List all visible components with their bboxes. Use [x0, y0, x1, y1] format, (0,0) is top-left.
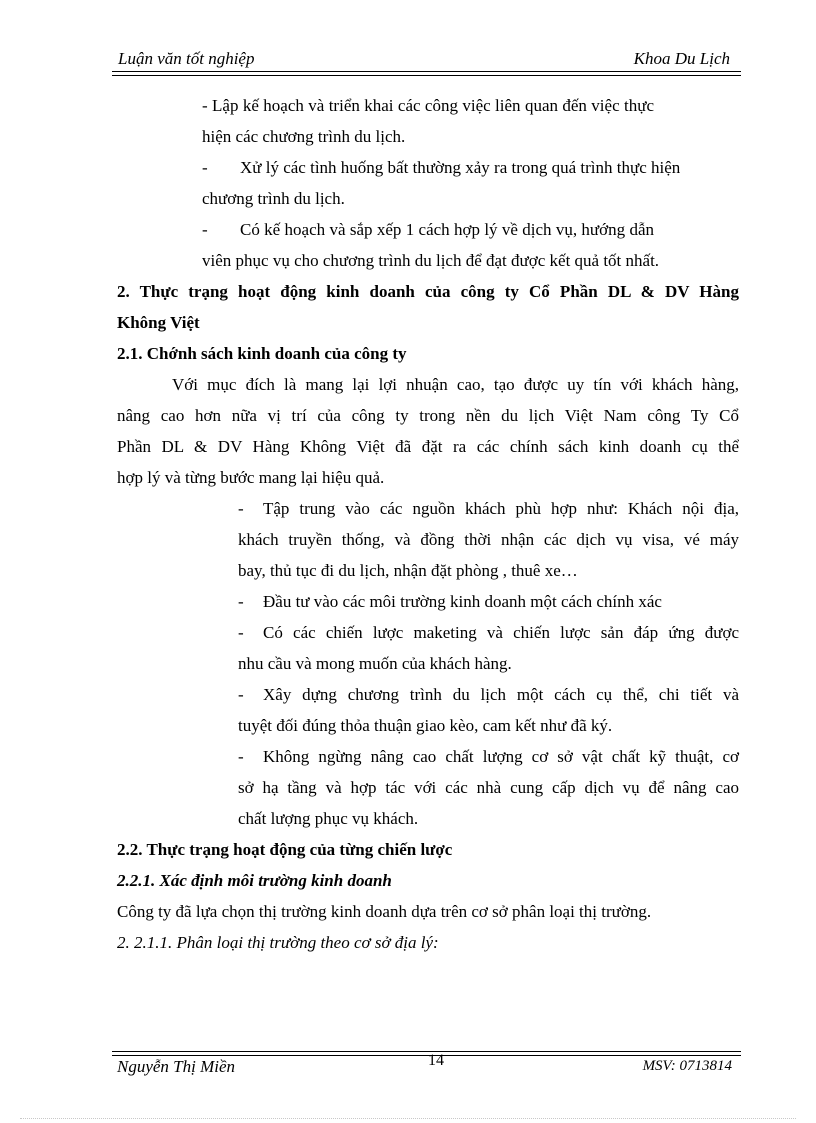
- policy-item-4-line-1: - Xây dựng chương trình du lịch một cách cụ thể, chi tiết và: [117, 679, 739, 710]
- header-rule-thin: [112, 75, 741, 76]
- policy-item-3-line-1: - Có các chiến lược maketing và chiến lược sản đáp ứng được: [117, 617, 739, 648]
- bullet-dash: -: [238, 623, 244, 642]
- policy-item-5-line-1: - Không ngừng nâng cao chất lượng cơ sở vật chất kỹ thuật, cơ: [117, 741, 739, 772]
- footer-student-id: MSV: 0713814: [642, 1058, 732, 1074]
- section-heading-2-1: 2.1. Chớnh sách kinh doanh của công ty: [117, 344, 407, 363]
- market-paragraph: Công ty đã lựa chọn thị trường kinh doanh dựa trên cơ sở phân loại thị trường.: [117, 902, 652, 921]
- task-item-1-line-1: - Lập kế hoạch và triển khai các công việc liên quan đến việc thực: [202, 96, 654, 115]
- section-heading-2-line-1: 2. Thực trạng hoạt động kinh doanh của công ty Cổ Phần DL & DV Hàng: [117, 282, 739, 301]
- page-body: [117, 90, 739, 958]
- section-heading-2-line-2: Không Việt: [117, 313, 200, 332]
- section-heading-2-2: 2.2. Thực trạng hoạt động của từng chiến lược: [117, 840, 453, 859]
- bullet-dash: -: [238, 747, 244, 766]
- page-number: 14: [428, 1052, 444, 1069]
- task-item-1-line-2: hiện các chương trình du lịch.: [202, 127, 406, 146]
- policy-paragraph-line-1: Với mục đích là mang lại lợi nhuận cao, tạo được uy tín với khách hàng,: [172, 375, 739, 394]
- task-item-3-line-2: viên phục vụ cho chương trình du lịch để đạt được kết quả tốt nhất.: [202, 251, 660, 270]
- policy-item-4-line-2: tuyệt đối đúng thỏa thuận giao kèo, cam kết như đã ký.: [238, 716, 613, 735]
- task-item-3-line-1: - Có kế hoạch và sắp xếp 1 cách hợp lý về dịch vụ, hướng dẫn: [117, 214, 654, 245]
- task-item-2-line-2: chương trình du lịch.: [202, 189, 345, 208]
- footer-rule: [112, 1055, 741, 1056]
- header-thesis-title: Luận văn tốt nghiệp: [118, 49, 255, 68]
- policy-paragraph-line-4: hợp lý và từng bước mang lại hiệu quả.: [117, 468, 385, 487]
- policy-item-1-line-3: bay, thủ tục đi du lịch, nhận đặt phòng , thuê xe…: [238, 561, 578, 580]
- section-heading-2-2-1-1: 2. 2.1.1. Phân loại thị trường theo cơ sở địa lý:: [117, 933, 439, 952]
- bullet-dash: -: [238, 685, 244, 704]
- policy-item-2-line-1: - Đầu tư vào các môi trường kinh doanh một cách chính xác: [117, 586, 739, 617]
- policy-paragraph-line-3: Phần DL & DV Hàng Không Việt đã đặt ra các chính sách kinh doanh cụ thể: [117, 437, 739, 456]
- footer-rule-thin: [112, 1051, 741, 1052]
- bullet-dash: -: [202, 220, 208, 239]
- policy-item-5-line-3: chất lượng phục vụ khách.: [238, 809, 419, 828]
- header-rule: [112, 71, 741, 72]
- policy-item-1-line-1: - Tập trung vào các nguồn khách phù hợp như: Khách nội địa,: [117, 493, 739, 524]
- bullet-dash: -: [202, 158, 208, 177]
- bullet-dash: -: [238, 592, 244, 611]
- page-edge-dotted-line: [20, 1118, 796, 1119]
- bullet-dash: -: [238, 499, 244, 518]
- policy-item-5-line-2: sở hạ tầng và hợp tác với các nhà cung cấp dịch vụ để nâng cao: [238, 778, 739, 797]
- footer-author: Nguyễn Thị Miền: [117, 1057, 236, 1076]
- policy-item-1-line-2: khách truyền thống, và đồng thời nhận các dịch vụ visa, vé máy: [238, 530, 739, 549]
- task-item-2-line-1: - Xử lý các tình huống bất thường xảy ra trong quá trình thực hiện: [117, 152, 654, 183]
- policy-paragraph-line-2: nâng cao hơn nữa vị trí của công ty trong nền du lịch Việt Nam công Ty Cổ: [117, 406, 739, 425]
- header-faculty: Khoa Du Lịch: [633, 49, 730, 68]
- policy-item-3-line-2: nhu cầu và mong muốn của khách hàng.: [238, 654, 512, 673]
- section-heading-2-2-1: 2.2.1. Xác định môi trường kinh doanh: [117, 871, 392, 890]
